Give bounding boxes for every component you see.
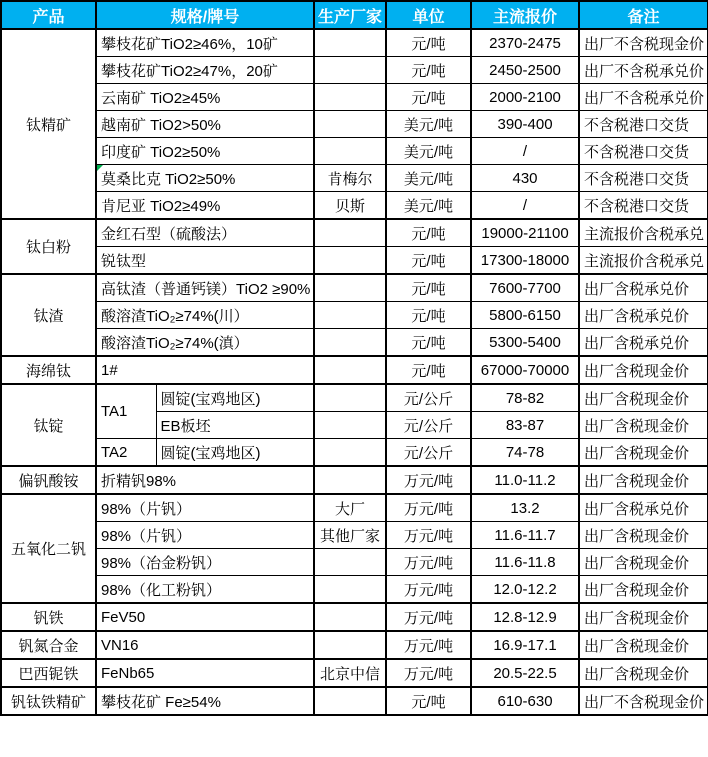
note-cell: 出厂含税承兑价 — [579, 329, 708, 357]
note-cell: 出厂含税现金价 — [579, 603, 708, 631]
maker-cell — [314, 603, 386, 631]
note-cell: 出厂含税现金价 — [579, 356, 708, 384]
price-cell: 7600-7700 — [471, 274, 579, 302]
unit-cell: 美元/吨 — [386, 138, 471, 165]
product-cell: 巴西铌铁 — [1, 659, 96, 687]
note-cell: 出厂不含税承兑价 — [579, 84, 708, 111]
maker-cell — [314, 466, 386, 494]
product-cell: 钒铁 — [1, 603, 96, 631]
table-row — [1, 522, 708, 549]
product-cell: 五氧化二钒 — [1, 494, 96, 603]
unit-cell: 美元/吨 — [386, 192, 471, 220]
maker-cell — [314, 356, 386, 384]
table-row — [1, 138, 708, 165]
maker-cell — [314, 412, 386, 439]
form-cell: EB板坯 — [156, 412, 314, 439]
price-cell: 16.9-17.1 — [471, 631, 579, 659]
note-cell: 不含税港口交货 — [579, 165, 708, 192]
note-cell: 不含税港口交货 — [579, 138, 708, 165]
table-row — [1, 356, 708, 384]
maker-cell — [314, 138, 386, 165]
note-cell: 出厂含税现金价 — [579, 522, 708, 549]
unit-cell: 美元/吨 — [386, 111, 471, 138]
price-cell: 83-87 — [471, 412, 579, 439]
unit-cell: 元/吨 — [386, 302, 471, 329]
col-header-manufacturer: 生产厂家 — [314, 1, 386, 29]
unit-cell: 元/吨 — [386, 84, 471, 111]
spec-cell: 酸溶渣TiO₂≥74%(川） — [96, 302, 314, 329]
price-cell: 78-82 — [471, 384, 579, 412]
form-cell: 圆锭(宝鸡地区) — [156, 384, 314, 412]
table-row — [1, 84, 708, 111]
price-cell: 67000-70000 — [471, 356, 579, 384]
spec-cell: 折精钒98% — [96, 466, 314, 494]
unit-cell: 元/吨 — [386, 29, 471, 57]
col-header-unit: 单位 — [386, 1, 471, 29]
unit-cell: 万元/吨 — [386, 631, 471, 659]
price-cell: 390-400 — [471, 111, 579, 138]
table-row — [1, 687, 708, 715]
spec-cell: 金红石型（硫酸法） — [96, 219, 314, 247]
maker-cell — [314, 439, 386, 467]
price-cell: 17300-18000 — [471, 247, 579, 275]
spec-cell: 98%（化工粉钒） — [96, 576, 314, 604]
maker-cell — [314, 384, 386, 412]
table-row — [1, 165, 708, 192]
note-cell: 出厂不含税现金价 — [579, 29, 708, 57]
table-row — [1, 631, 708, 659]
spec-cell: 攀枝花矿TiO2≥47%，20矿 — [96, 57, 314, 84]
product-cell: 海绵钛 — [1, 356, 96, 384]
maker-cell — [314, 84, 386, 111]
product-cell: 钛渣 — [1, 274, 96, 356]
col-header-note: 备注 — [579, 1, 708, 29]
table-row — [1, 439, 708, 467]
unit-cell: 元/公斤 — [386, 439, 471, 467]
note-cell: 出厂不含税现金价 — [579, 687, 708, 715]
table-row — [1, 219, 708, 247]
maker-cell: 贝斯 — [314, 192, 386, 220]
maker-cell — [314, 29, 386, 57]
price-cell: 5300-5400 — [471, 329, 579, 357]
table-row — [1, 329, 708, 357]
spec-cell: 锐钛型 — [96, 247, 314, 275]
price-cell: 2450-2500 — [471, 57, 579, 84]
unit-cell: 元/吨 — [386, 274, 471, 302]
unit-cell: 万元/吨 — [386, 549, 471, 576]
price-cell: 11.6-11.8 — [471, 549, 579, 576]
unit-cell: 万元/吨 — [386, 466, 471, 494]
price-cell: 2000-2100 — [471, 84, 579, 111]
table-row — [1, 57, 708, 84]
table-row — [1, 384, 708, 412]
table-row — [1, 603, 708, 631]
unit-cell: 元/吨 — [386, 57, 471, 84]
maker-cell: 大厂 — [314, 494, 386, 522]
price-cell: 19000-21100 — [471, 219, 579, 247]
spec-cell: 98%（片钒） — [96, 522, 314, 549]
price-cell: 610-630 — [471, 687, 579, 715]
price-cell: 5800-6150 — [471, 302, 579, 329]
price-cell: / — [471, 192, 579, 220]
spec-cell: FeNb65 — [96, 659, 314, 687]
note-cell: 主流报价含税承兑 — [579, 247, 708, 275]
spec-cell: 攀枝花矿TiO2≥46%，10矿 — [96, 29, 314, 57]
maker-cell — [314, 576, 386, 604]
note-cell: 出厂含税现金价 — [579, 576, 708, 604]
maker-cell: 其他厂家 — [314, 522, 386, 549]
spec-cell — [96, 165, 314, 192]
spec-cell: 98%（片钒） — [96, 494, 314, 522]
note-cell: 出厂含税现金价 — [579, 631, 708, 659]
col-header-spec: 规格/牌号 — [96, 1, 314, 29]
form-cell: 圆锭(宝鸡地区) — [156, 439, 314, 467]
note-cell: 出厂含税现金价 — [579, 412, 708, 439]
table-row — [1, 576, 708, 604]
comment-marker-icon — [97, 165, 103, 171]
note-cell: 出厂含税承兑价 — [579, 302, 708, 329]
unit-cell: 元/吨 — [386, 687, 471, 715]
maker-cell — [314, 111, 386, 138]
price-cell: 12.0-12.2 — [471, 576, 579, 604]
product-cell: 钛锭 — [1, 384, 96, 466]
maker-cell — [314, 274, 386, 302]
unit-cell: 元/吨 — [386, 247, 471, 275]
table-row — [1, 192, 708, 220]
table-row — [1, 659, 708, 687]
maker-cell — [314, 549, 386, 576]
table-row — [1, 549, 708, 576]
spec-cell: FeV50 — [96, 603, 314, 631]
spec-cell: 印度矿 TiO2≥50% — [96, 138, 314, 165]
table-row — [1, 466, 708, 494]
spec-cell: 1# — [96, 356, 314, 384]
unit-cell: 美元/吨 — [386, 165, 471, 192]
note-cell: 出厂含税现金价 — [579, 384, 708, 412]
maker-cell: 肯梅尔 — [314, 165, 386, 192]
unit-cell: 万元/吨 — [386, 659, 471, 687]
maker-cell — [314, 219, 386, 247]
price-cell: 11.6-11.7 — [471, 522, 579, 549]
table-row — [1, 494, 708, 522]
spec-cell: 越南矿 TiO2>50% — [96, 111, 314, 138]
product-cell: 钛精矿 — [1, 29, 96, 219]
product-cell: 钒氮合金 — [1, 631, 96, 659]
note-cell: 不含税港口交货 — [579, 111, 708, 138]
note-cell: 主流报价含税承兑 — [579, 219, 708, 247]
table-row — [1, 302, 708, 329]
maker-cell — [314, 57, 386, 84]
product-cell: 钒钛铁精矿 — [1, 687, 96, 715]
spec-cell: 肯尼亚 TiO2≥49% — [96, 192, 314, 220]
price-cell: / — [471, 138, 579, 165]
table-row — [1, 274, 708, 302]
unit-cell: 元/吨 — [386, 356, 471, 384]
unit-cell: 元/吨 — [386, 329, 471, 357]
price-cell: 12.8-12.9 — [471, 603, 579, 631]
col-header-price: 主流报价 — [471, 1, 579, 29]
maker-cell — [314, 302, 386, 329]
unit-cell: 万元/吨 — [386, 576, 471, 604]
table-row — [1, 111, 708, 138]
price-cell: 13.2 — [471, 494, 579, 522]
grade-cell: TA1 — [96, 384, 156, 439]
note-cell: 出厂含税承兑价 — [579, 494, 708, 522]
price-cell: 2370-2475 — [471, 29, 579, 57]
header-row — [1, 1, 708, 29]
note-cell: 不含税港口交货 — [579, 192, 708, 220]
spec-cell: 高钛渣（普通钙镁）TiO2 ≥90% — [96, 274, 314, 302]
spec-cell: 攀枝花矿 Fe≥54% — [96, 687, 314, 715]
unit-cell: 万元/吨 — [386, 494, 471, 522]
price-cell: 430 — [471, 165, 579, 192]
product-cell: 钛白粉 — [1, 219, 96, 274]
table-row — [1, 29, 708, 57]
spec-cell: VN16 — [96, 631, 314, 659]
unit-cell: 元/公斤 — [386, 412, 471, 439]
maker-cell — [314, 631, 386, 659]
note-cell: 出厂含税现金价 — [579, 659, 708, 687]
note-cell: 出厂含税现金价 — [579, 439, 708, 467]
note-cell: 出厂含税现金价 — [579, 466, 708, 494]
maker-cell: 北京中信 — [314, 659, 386, 687]
product-cell: 偏钒酸铵 — [1, 466, 96, 494]
spec-cell: 98%（冶金粉钒） — [96, 549, 314, 576]
unit-cell: 万元/吨 — [386, 603, 471, 631]
note-cell: 出厂含税承兑价 — [579, 274, 708, 302]
maker-cell — [314, 329, 386, 357]
spec-cell: 酸溶渣TiO₂≥74%(滇） — [96, 329, 314, 357]
price-cell: 11.0-11.2 — [471, 466, 579, 494]
grade-cell: TA2 — [96, 439, 156, 467]
price-cell: 20.5-22.5 — [471, 659, 579, 687]
unit-cell: 元/公斤 — [386, 384, 471, 412]
note-cell: 出厂不含税承兑价 — [579, 57, 708, 84]
unit-cell: 元/吨 — [386, 219, 471, 247]
note-cell: 出厂含税现金价 — [579, 549, 708, 576]
unit-cell: 万元/吨 — [386, 522, 471, 549]
col-header-product: 产品 — [1, 1, 96, 29]
maker-cell — [314, 247, 386, 275]
price-cell: 74-78 — [471, 439, 579, 467]
maker-cell — [314, 687, 386, 715]
spec-text: 莫桑比克 TiO2≥50% — [101, 170, 236, 188]
spec-cell: 云南矿 TiO2≥45% — [96, 84, 314, 111]
table-row — [1, 247, 708, 275]
